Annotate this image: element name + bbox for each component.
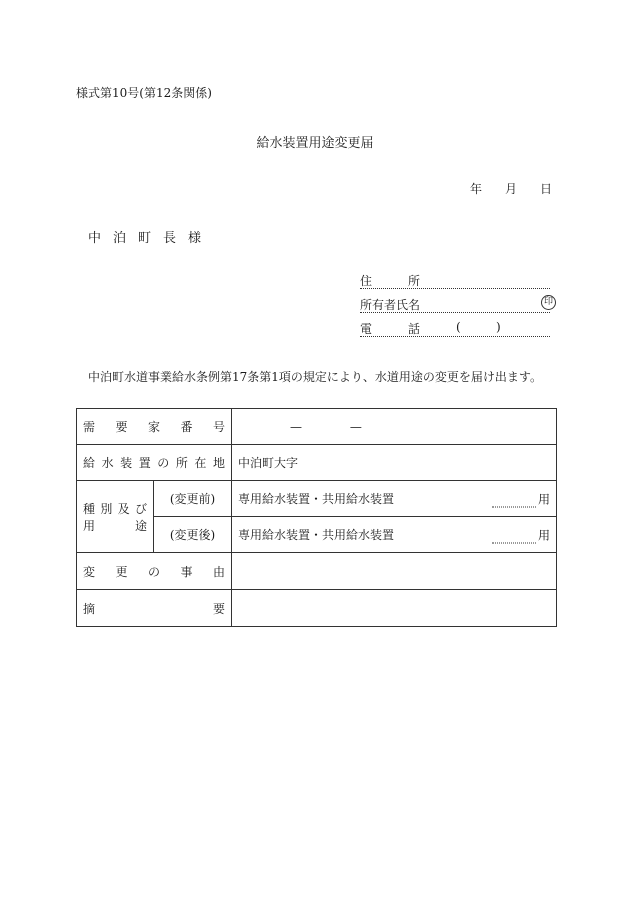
before-label: (変更前)	[154, 481, 232, 517]
row-reason	[77, 553, 557, 590]
type-label-line-2: 用途	[83, 518, 147, 533]
before-value: 専用給水装置・共用給水装置	[238, 492, 395, 506]
customer-number-field[interactable]	[232, 409, 557, 445]
row-location	[77, 445, 557, 481]
after-label: (変更後)	[154, 517, 232, 553]
application-table	[76, 408, 557, 627]
before-use-suffix: 用	[537, 492, 550, 506]
type-label-line-1: 種別及び	[83, 501, 147, 516]
before-use-blank[interactable]	[492, 494, 536, 507]
after-value: 専用給水装置・共用給水装置	[238, 528, 395, 542]
before-field[interactable]	[232, 481, 557, 517]
row-type-before	[77, 481, 557, 517]
document-title: 給水装置用途変更届	[256, 136, 374, 151]
customer-number-dash-2: —	[349, 419, 362, 434]
applicant-phone-label: 電 話	[360, 322, 421, 336]
after-use-suffix: 用	[537, 528, 550, 542]
summary-field[interactable]	[232, 590, 557, 627]
before-use-input[interactable]	[492, 490, 550, 507]
applicant-owner-name-label: 所有者氏名	[360, 298, 421, 312]
applicant-owner-name-field[interactable]	[360, 296, 553, 313]
phone-paren-open: (	[456, 320, 461, 334]
location-label: 給水装置の所在地	[77, 445, 232, 481]
after-use-blank[interactable]	[492, 530, 536, 543]
seal-mark-icon: 印	[541, 295, 556, 310]
customer-number-dash-1: —	[290, 419, 302, 434]
row-summary	[77, 590, 557, 627]
phone-paren-close: )	[496, 320, 501, 334]
reason-field[interactable]	[232, 553, 557, 590]
location-field[interactable]: 中泊町大字	[232, 445, 557, 481]
addressee: 中泊町長様	[88, 231, 214, 246]
form-number: 様式第10号(第12条関係)	[76, 86, 212, 100]
after-use-input[interactable]	[492, 526, 550, 543]
row-customer-number	[77, 409, 557, 445]
date-month-label: 月	[505, 182, 518, 196]
summary-label: 摘要	[77, 590, 232, 627]
applicant-phone-field[interactable]	[360, 320, 550, 337]
applicant-address-label: 住 所	[360, 274, 421, 288]
customer-number-label: 需要家番号	[77, 409, 232, 445]
applicant-address-field[interactable]	[360, 272, 550, 289]
date-day-label: 日	[540, 182, 553, 196]
date-year-label: 年	[470, 182, 483, 196]
type-label	[77, 481, 154, 553]
after-field[interactable]	[232, 517, 557, 553]
reason-label: 変更の事由	[77, 553, 232, 590]
statement-text: 中泊町水道事業給水条例第17条第1項の規定により、水道用途の変更を届け出ます。	[88, 370, 542, 384]
